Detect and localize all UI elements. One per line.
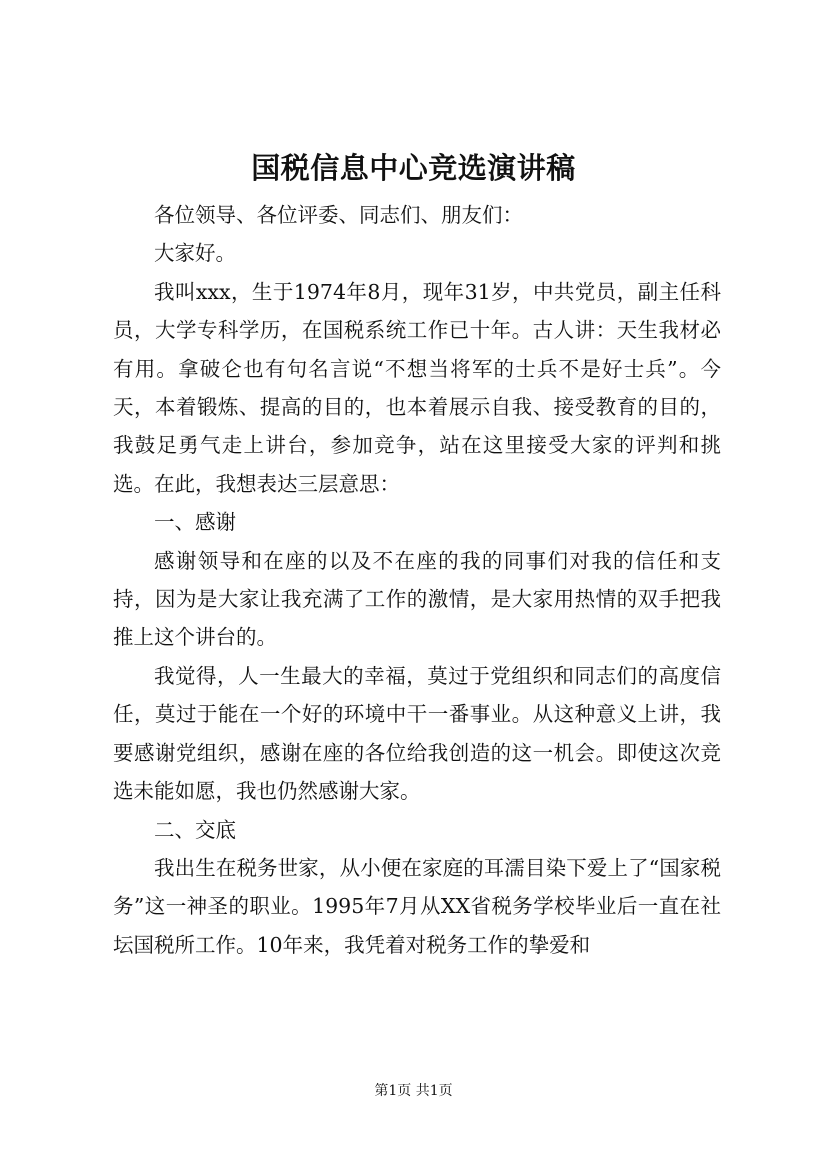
paragraph-thanks-2: 我觉得，人一生最大的幸福，莫过于党组织和同志们的高度信任，莫过于能在一个好的环境中干一番事业。从这种意义上讲，我要感谢党组织，感谢在座的各位给我创造的这一机会。即使这次竞选未能如愿，我也仍然感谢大家。 [113, 663, 721, 804]
document-body [113, 196, 721, 964]
section-heading-background: 二、交底 [154, 817, 236, 842]
paragraph-hello: 大家好。 [154, 241, 236, 266]
paragraph-thanks-1: 感谢领导和在座的以及不在座的我的同事们对我的信任和支持，因为是大家让我充满了工作的激情，是大家用热情的双手把我推上这个讲台的。 [113, 548, 721, 650]
section-heading-thanks: 一、感谢 [154, 510, 236, 535]
paragraph-introduction: 我叫xxx，生于1974年8月，现年31岁，中共党员，副主任科员，大学专科学历，在国税系统工作已十年。古人讲：天生我材必有用。拿破仑也有句名言说“不想当将军的士兵不是好士兵”。今天，本着锻炼、提高的目的，也本着展示自我、接受教育的目的，我鼓足勇气走上讲台，参加竞争，站在这里接受大家的评判和挑选。在此，我想表达三层意思： [113, 279, 721, 496]
document-title: 国税信息中心竞选演讲稿 [251, 151, 576, 185]
paragraph-background: 我出生在税务世家，从小便在家庭的耳濡目染下爱上了“国家税务”这一神圣的职业。1995年7月从XX省税务学校毕业后一直在社坛国税所工作。10年来，我凭着对税务工作的挚爱和 [113, 855, 721, 957]
paragraph-greeting: 各位领导、各位评委、同志们、朋友们： [154, 203, 523, 227]
page-footer: 第1页 共1页 [374, 1083, 453, 1099]
